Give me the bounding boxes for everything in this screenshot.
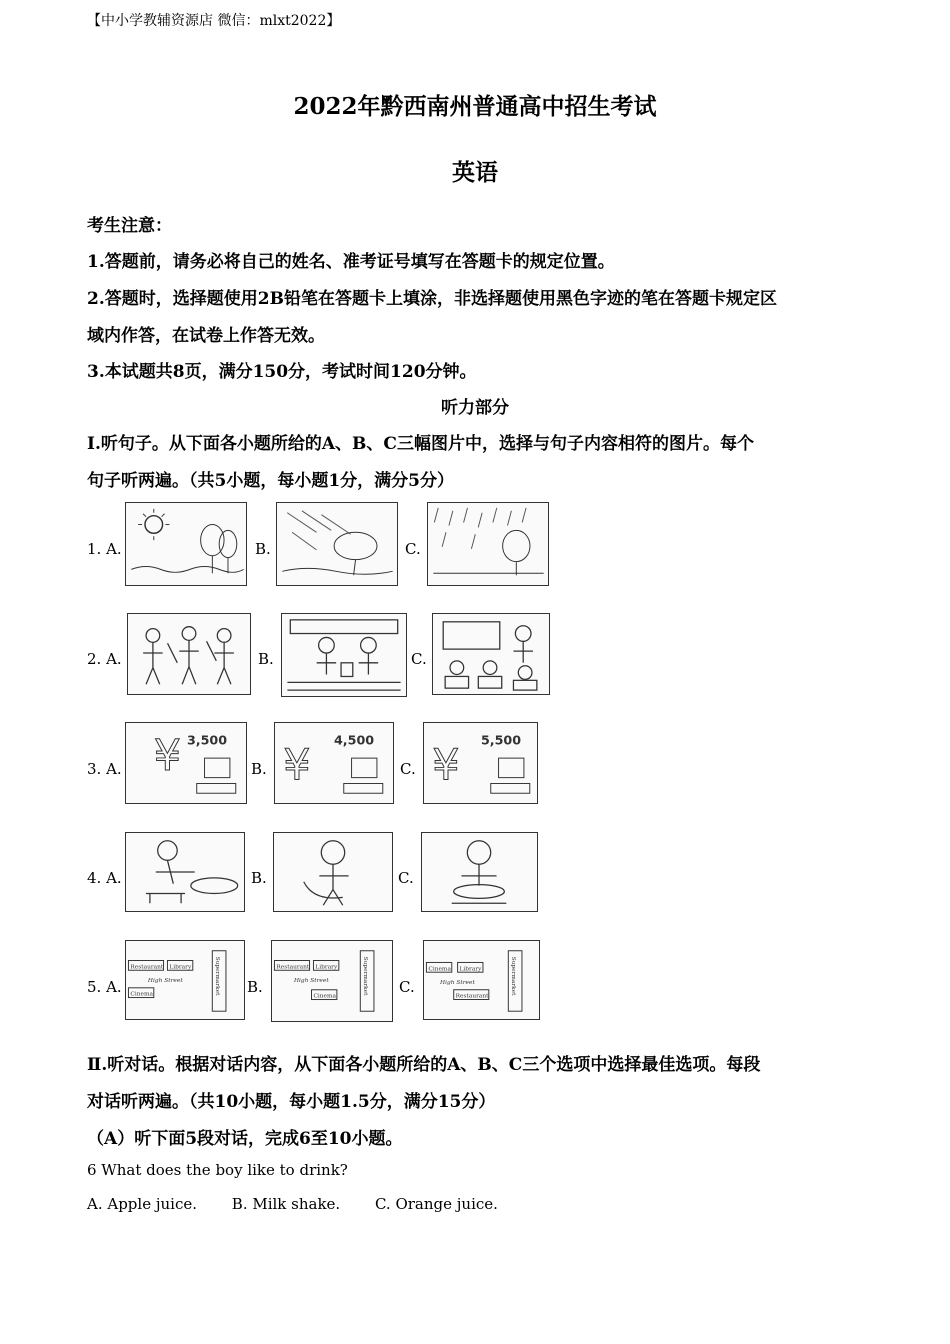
notice-line-3: 3.本试题共8页，满分150分，考试时间120分钟。: [87, 362, 477, 382]
q5-c-street: High Street: [440, 979, 475, 986]
q5-a-street: High Street: [147, 977, 183, 984]
q6-option-b: B. Milk shake.: [231, 1195, 341, 1213]
q2-c-classroom-image: [432, 613, 550, 695]
q5-a-map-image: [125, 940, 245, 1020]
q5-c-place-3: Restaurant: [455, 993, 489, 1000]
q3-c-label: C.: [400, 760, 416, 778]
svg-text:¥: ¥: [432, 740, 460, 791]
q5-a-place-4: Supermarket: [214, 956, 221, 996]
q4-a-washing-image: [125, 832, 245, 912]
q6-option-c: C. Orange juice.: [374, 1195, 498, 1213]
q5-b-label: B.: [247, 978, 263, 996]
q3-a-price-image: [125, 722, 247, 804]
part1-instruction-1: Ⅰ.听句子。从下面各小题所给的A、B、C三幅图片中，选择与句子内容相符的图片。每个: [87, 434, 754, 454]
q3-b-price: 4,500: [334, 732, 375, 748]
q5-a-place-1: Restaurant: [130, 964, 164, 971]
q5-c-place-4: Supermarket: [510, 956, 517, 996]
q3-label: 3. A.: [87, 760, 122, 778]
q2-b-cinema-image: [281, 613, 407, 697]
part1-instruction-2: 句子听两遍。（共5小题，每小题1分，满分5分）: [87, 471, 454, 491]
q4-b-sweeping-image: [273, 832, 393, 912]
section-listening: 听力部分: [441, 398, 509, 418]
q5-c-map-image: [423, 940, 540, 1020]
q1-c-label: C.: [405, 540, 421, 558]
q1-b-label: B.: [255, 540, 271, 558]
exam-title: 2022年黔西南州普通高中招生考试: [293, 93, 657, 120]
q2-c-label: C.: [411, 650, 427, 668]
q5-c-place-2: Library: [459, 966, 482, 973]
header-note: 【中小学教辅资源店 微信：mlxt2022】: [87, 13, 341, 29]
svg-text:¥: ¥: [153, 730, 182, 781]
exam-subject: 英语: [452, 159, 498, 186]
q1-c-rainy-image: [427, 502, 549, 586]
q5-a-place-3: Cinema: [130, 991, 153, 998]
q5-c-label: C.: [399, 978, 415, 996]
q5-a-place-2: Library: [169, 964, 192, 971]
q5-b-map-image: [271, 940, 393, 1022]
part2-instruction-1: Ⅱ.听对话。根据对话内容，从下面各小题所给的A、B、C三个选项中选择最佳选项。每段: [87, 1055, 761, 1075]
q3-c-price-image: [423, 722, 538, 804]
notice-line-1: 1.答题前，请务必将自己的姓名、准考证号填写在答题卡的规定位置。: [87, 252, 615, 272]
q1-label: 1. A.: [87, 540, 122, 558]
q1-b-windy-image: [276, 502, 398, 586]
q5-b-street: High Street: [293, 977, 329, 984]
notice-heading: 考生注意：: [87, 216, 172, 236]
part2-sub-a: （A）听下面5段对话，完成6至10小题。: [87, 1129, 403, 1149]
notice-line-2b: 域内作答，在试卷上作答无效。: [87, 326, 325, 346]
q4-label: 4. A.: [87, 869, 122, 887]
q6-option-a: A. Apple juice.: [87, 1195, 198, 1213]
q3-b-price-image: [274, 722, 394, 804]
q5-b-place-4: Supermarket: [362, 956, 369, 996]
q2-label: 2. A.: [87, 650, 122, 668]
q6-options: [87, 1195, 528, 1213]
q5-b-place-3: Cinema: [313, 993, 337, 1000]
svg-text:¥: ¥: [283, 740, 311, 791]
q4-b-label: B.: [251, 869, 267, 887]
part2-instruction-2: 对话听两遍。（共10小题，每小题1.5分，满分15分）: [87, 1092, 496, 1112]
q4-c-cooking-image: [421, 832, 538, 912]
notice-line-2a: 2.答题时，选择题使用2B铅笔在答题卡上填涂，非选择题使用黑色字迹的笔在答题卡规定区: [87, 289, 777, 309]
q5-c-place-1: Cinema: [428, 966, 451, 973]
q4-c-label: C.: [398, 869, 414, 887]
q5-b-place-2: Library: [315, 964, 338, 971]
q2-b-label: B.: [258, 650, 274, 668]
q5-label: 5. A.: [87, 978, 122, 996]
q5-b-place-1: Restaurant: [276, 964, 310, 971]
q3-a-price: 3,500: [186, 732, 228, 748]
q2-a-band-image: [127, 613, 251, 695]
q3-b-label: B.: [251, 760, 267, 778]
q1-a-sunny-image: [125, 502, 247, 586]
q3-c-price: 5,500: [480, 732, 522, 748]
q6-question: 6 What does the boy like to drink?: [87, 1161, 348, 1179]
